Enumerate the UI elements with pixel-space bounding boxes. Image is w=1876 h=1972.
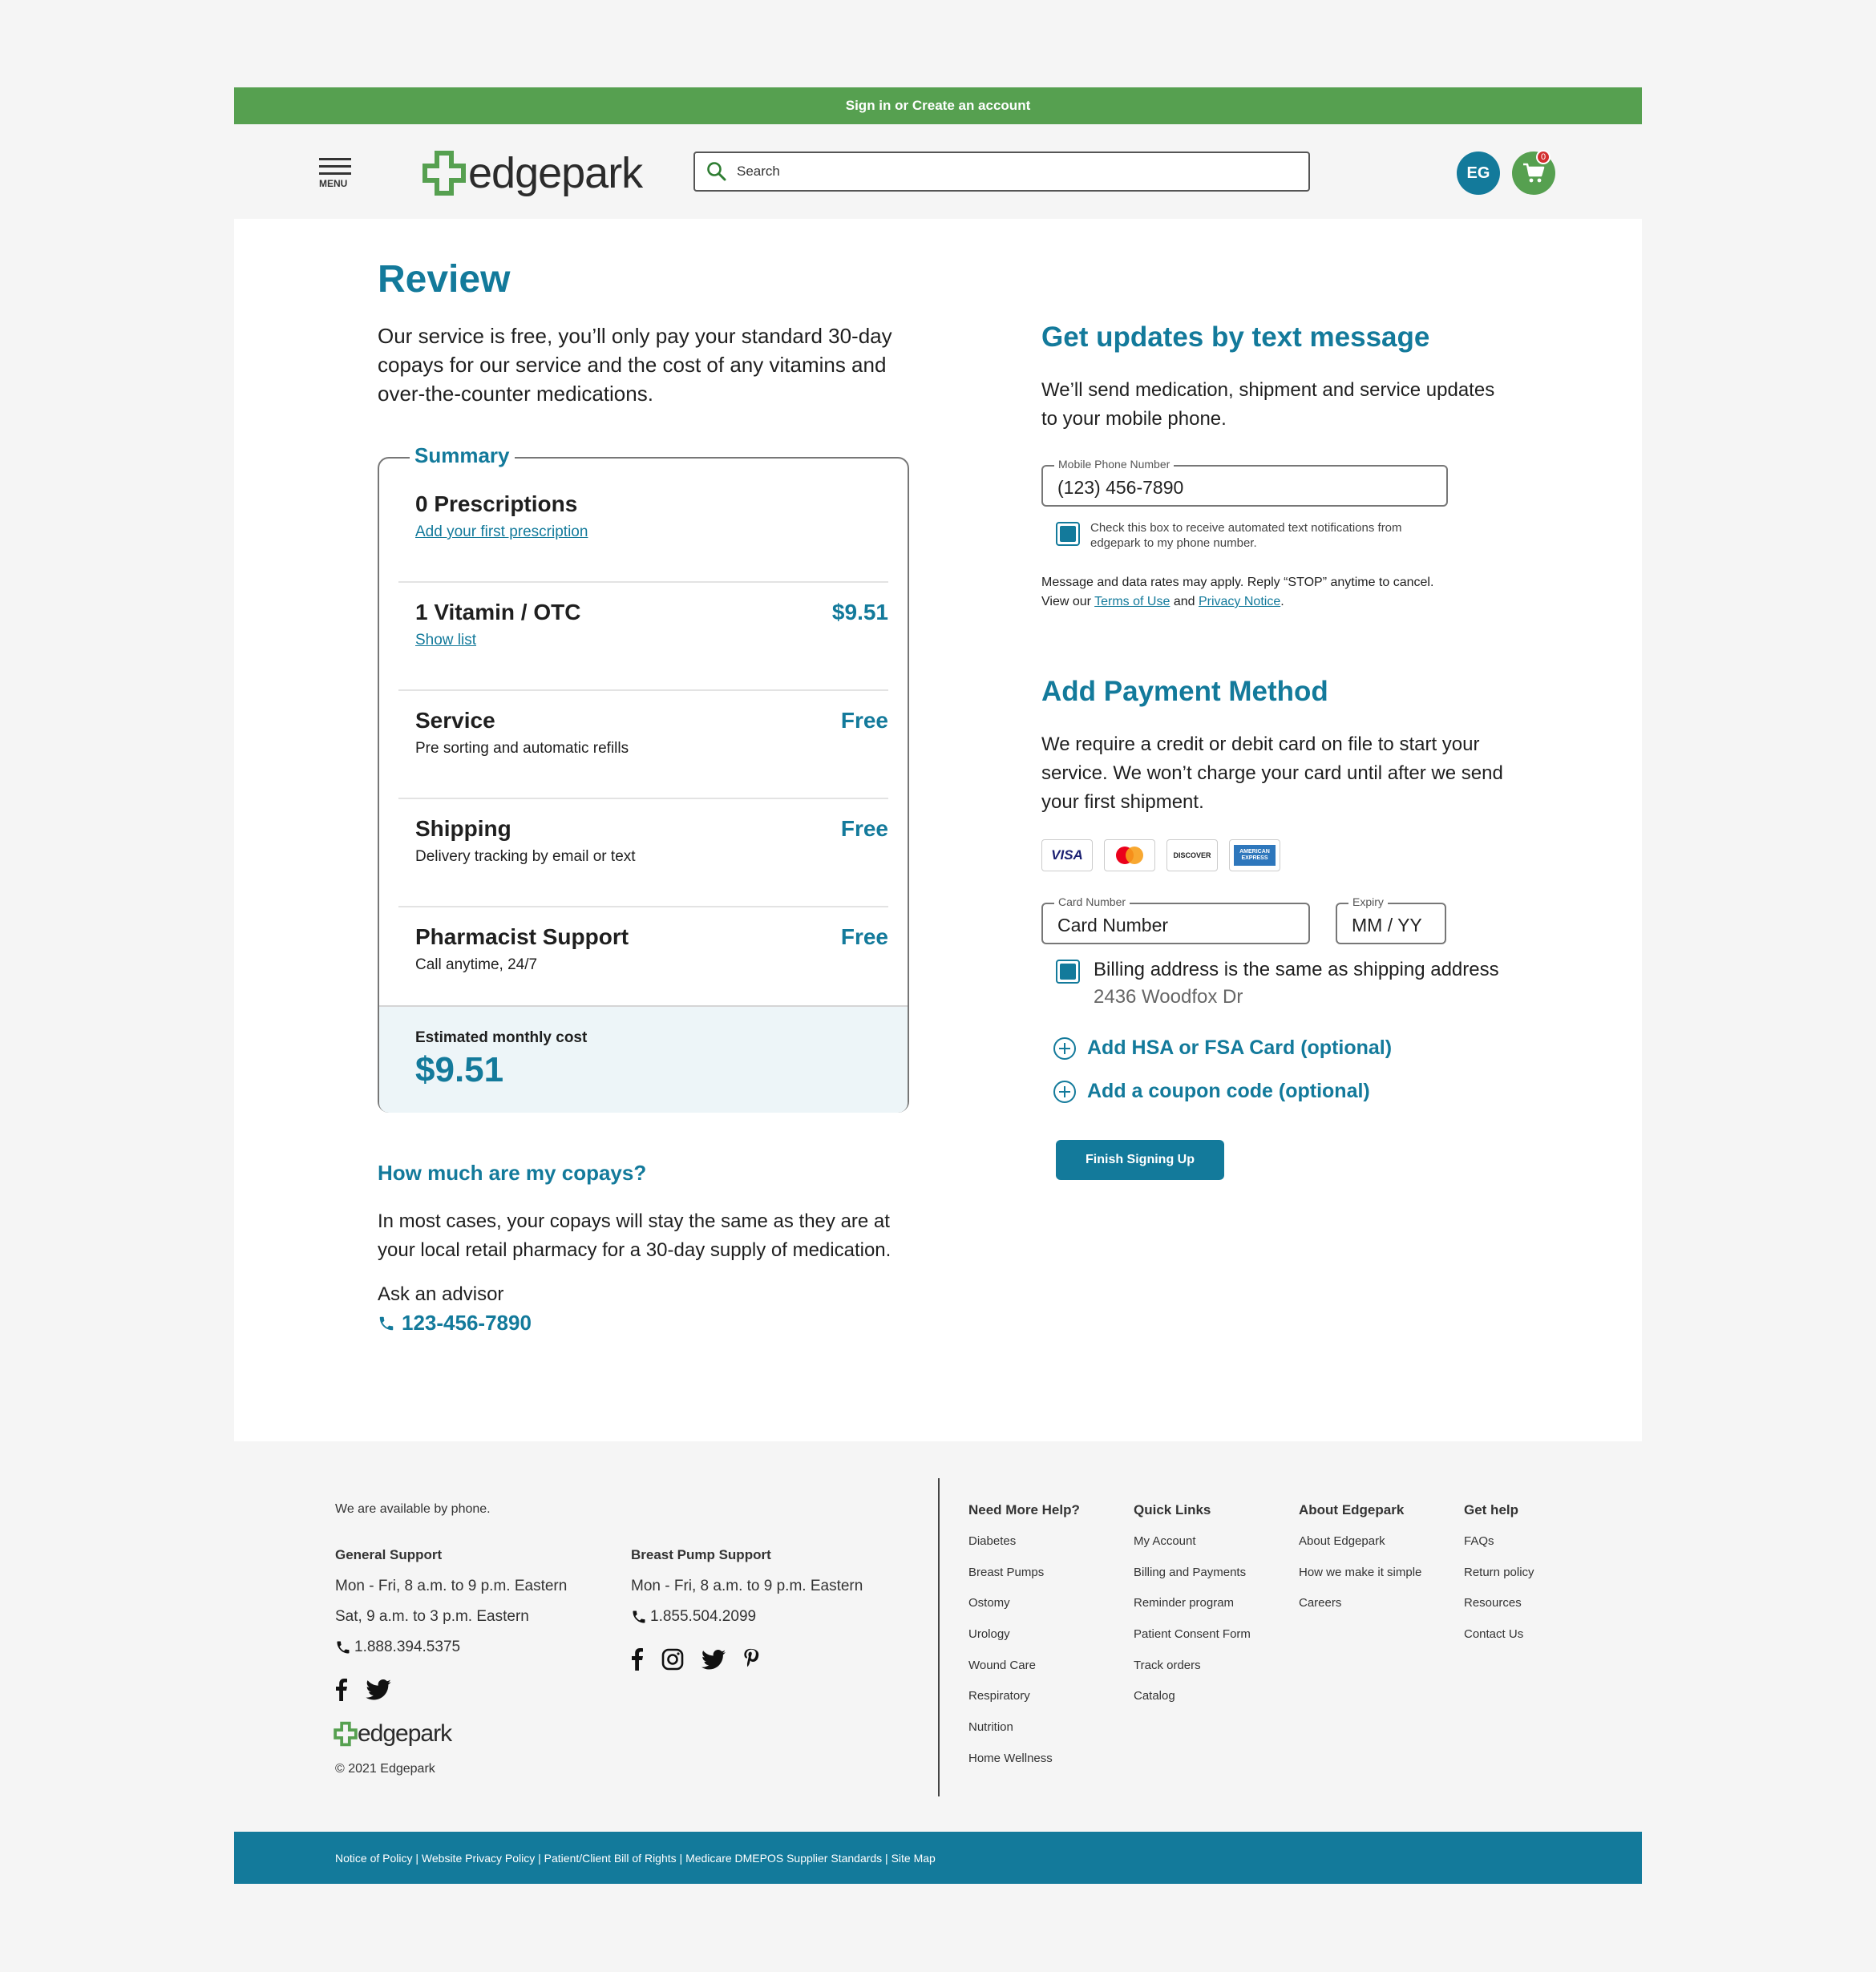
footer-link[interactable]: Wound Care <box>968 1658 1036 1672</box>
sms-fine-print <box>1041 573 1433 612</box>
summary-row-price: $9.51 <box>831 600 888 624</box>
footer-link[interactable]: Ostomy <box>968 1596 1010 1610</box>
footer-link[interactable]: FAQs <box>1464 1534 1494 1548</box>
footer-column-about <box>1299 1502 1421 1627</box>
sms-rates-text: Message and data rates may apply. Reply “STOP” anytime to cancel. <box>1041 576 1434 589</box>
mobile-phone-label: Mobile Phone Number <box>1054 458 1174 471</box>
separator: | <box>676 1851 686 1865</box>
legal-links-bar <box>234 1832 1642 1884</box>
terms-period: . <box>1280 595 1284 608</box>
advisor-label: Ask an advisor <box>378 1283 504 1305</box>
breast-pump-support-phone-number: 1.855.504.2099 <box>650 1608 757 1625</box>
copays-heading: How much are my copays? <box>378 1161 647 1185</box>
edgepark-logo[interactable] <box>422 148 642 198</box>
advisor-phone-link[interactable] <box>378 1311 532 1336</box>
twitter-icon[interactable] <box>366 1679 391 1700</box>
plus-circle-icon <box>1053 1037 1076 1060</box>
footer-link[interactable]: Return policy <box>1464 1565 1534 1579</box>
facebook-icon[interactable] <box>335 1679 348 1701</box>
search-input[interactable] <box>735 163 1284 180</box>
general-support-hours-weekday: Mon - Fri, 8 a.m. to 9 p.m. Eastern <box>335 1578 568 1594</box>
footer-divider <box>938 1478 940 1796</box>
card-brand-logos <box>1041 839 1280 871</box>
estimated-cost-panel <box>379 1005 908 1113</box>
pinterest-icon[interactable] <box>743 1648 759 1671</box>
breast-pump-support-phone[interactable] <box>631 1608 756 1626</box>
footer-link[interactable]: Contact Us <box>1464 1627 1524 1642</box>
footer-link[interactable]: Urology <box>968 1627 1010 1642</box>
add-coupon-label: Add a coupon code (optional) <box>1087 1080 1370 1102</box>
summary-card <box>378 443 909 1113</box>
discover-icon: DISCOVER <box>1166 839 1218 871</box>
card-number-input[interactable] <box>1056 914 1284 937</box>
general-support-title: General Support <box>335 1547 443 1562</box>
breast-pump-social-links <box>631 1648 759 1671</box>
footer-link[interactable]: Home Wellness <box>968 1751 1053 1765</box>
menu-label: MENU <box>319 178 348 189</box>
terms-prefix: View our <box>1041 595 1095 608</box>
amex-icon <box>1229 839 1280 871</box>
billing-same-label: Billing address is the same as shipping address <box>1094 959 1499 980</box>
summary-legend: Summary <box>410 443 515 468</box>
mobile-phone-field[interactable] <box>1041 458 1448 507</box>
text-updates-heading: Get updates by text message <box>1041 321 1430 353</box>
summary-row-sub: Call anytime, 24/7 <box>415 956 538 973</box>
footer-column-heading: Get help <box>1464 1502 1519 1517</box>
footer-link[interactable]: Billing and Payments <box>1134 1565 1247 1579</box>
hamburger-icon-bar <box>319 172 351 175</box>
summary-row-title: Pharmacist Support <box>415 924 629 949</box>
advisor-phone-number: 123-456-7890 <box>402 1311 532 1335</box>
dmepos-standards-link[interactable]: Medicare DMEPOS Supplier Standards <box>685 1851 883 1865</box>
copays-text: In most cases, your copays will stay the same as they are at your local retail pharmacy for a 30-day supply of medication. <box>378 1210 892 1261</box>
summary-row-title: Service <box>415 708 495 733</box>
summary-row-sub: Delivery tracking by email or text <box>415 848 636 865</box>
phone-icon <box>378 1315 395 1332</box>
footer-link[interactable]: How we make it simple <box>1299 1565 1422 1579</box>
summary-row-vitamins <box>398 600 888 691</box>
footer-link[interactable]: Breast Pumps <box>968 1565 1045 1579</box>
finish-signing-up-button[interactable]: Finish Signing Up <box>1056 1140 1224 1180</box>
instagram-icon[interactable] <box>661 1648 684 1671</box>
site-header <box>234 124 1642 219</box>
privacy-notice-link[interactable]: Privacy Notice <box>1198 595 1281 608</box>
estimated-cost-value: $9.51 <box>415 1050 504 1089</box>
add-coupon-link[interactable] <box>1053 1080 1370 1103</box>
summary-row-sub: Pre sorting and automatic refills <box>415 740 629 757</box>
cart-count-badge: 0 <box>1536 150 1551 164</box>
footer-column-help <box>968 1502 1080 1783</box>
search-box[interactable] <box>693 152 1310 192</box>
checkbox-checked-mark <box>1060 526 1076 542</box>
cross-logo-icon <box>334 1721 358 1747</box>
footer-link[interactable]: Resources <box>1464 1596 1522 1610</box>
hamburger-icon-bar <box>319 165 351 168</box>
amex-badge: AMERICAN EXPRESS <box>1234 845 1276 866</box>
general-support-phone[interactable] <box>335 1639 460 1656</box>
footer-link[interactable]: Reminder program <box>1134 1596 1235 1610</box>
card-number-field[interactable] <box>1041 895 1310 944</box>
page-title: Review <box>378 258 511 301</box>
sms-consent-checkbox[interactable] <box>1056 522 1080 546</box>
summary-row-title: 0 Prescriptions <box>415 491 578 516</box>
payment-description: We require a credit or debit card on file to start your service. We won’t charge your card until after we send your first shipment. <box>1041 733 1503 813</box>
notice-of-policy-link[interactable]: Notice of Policy <box>335 1851 413 1865</box>
mastercard-icon <box>1104 839 1155 871</box>
terms-of-use-link[interactable]: Terms of Use <box>1094 595 1170 608</box>
intro-text: Our service is free, you’ll only pay your standard 30-day copays for our service and the cost of any vitamins and over-the-counter medications. <box>378 324 892 406</box>
cross-logo-icon <box>422 150 467 196</box>
footer-link[interactable]: Patient Consent Form <box>1134 1627 1251 1642</box>
summary-row-pharmacist <box>398 924 888 1004</box>
cart-button[interactable] <box>1512 152 1555 195</box>
separator: | <box>412 1851 422 1865</box>
footer-link[interactable]: Nutrition <box>968 1720 1013 1735</box>
plus-circle-icon <box>1053 1081 1076 1103</box>
text-updates-description: We’ll send medication, shipment and service updates to your mobile phone. <box>1041 379 1495 430</box>
visa-icon: VISA <box>1041 839 1093 871</box>
summary-row-service <box>398 708 888 799</box>
separator: | <box>882 1851 892 1865</box>
separator: | <box>535 1851 544 1865</box>
expiry-field[interactable] <box>1336 895 1446 944</box>
hamburger-icon <box>319 158 351 160</box>
summary-row-shipping <box>398 816 888 907</box>
checkbox-checked-mark <box>1060 964 1076 980</box>
general-support-phone-number: 1.888.394.5375 <box>354 1639 461 1655</box>
user-avatar[interactable]: EG <box>1457 152 1500 195</box>
mobile-phone-input[interactable] <box>1056 476 1402 499</box>
add-hsa-label: Add HSA or FSA Card (optional) <box>1087 1037 1393 1059</box>
footer-link[interactable]: Diabetes <box>968 1534 1017 1548</box>
footer-availability: We are available by phone. <box>335 1502 491 1516</box>
footer-link[interactable]: Catalog <box>1134 1689 1175 1703</box>
facebook-icon[interactable] <box>631 1648 644 1671</box>
expiry-label: Expiry <box>1348 895 1388 908</box>
main-content <box>234 219 1642 1441</box>
footer-link[interactable]: About Edgepark <box>1299 1534 1385 1548</box>
billing-address: 2436 Woodfox Dr <box>1094 986 1243 1008</box>
footer-link[interactable]: My Account <box>1134 1534 1196 1548</box>
footer-column-heading: Need More Help? <box>968 1502 1080 1517</box>
summary-row-title: Shipping <box>415 816 511 841</box>
footer-column-heading: Quick Links <box>1134 1502 1211 1517</box>
summary-row-title: 1 Vitamin / OTC <box>415 600 581 624</box>
footer-column-heading: About Edgepark <box>1299 1502 1405 1517</box>
show-list-link[interactable]: Show list <box>415 632 477 649</box>
site-footer <box>234 1441 1642 1832</box>
logo-wordmark: edgepark <box>468 149 643 197</box>
expiry-input[interactable] <box>1350 914 1445 937</box>
site-map-link[interactable]: Site Map <box>891 1851 936 1865</box>
terms-and: and <box>1170 595 1199 608</box>
summary-row-price: Free <box>840 816 888 841</box>
menu-button[interactable] <box>319 158 354 189</box>
footer-logo[interactable] <box>334 1720 451 1748</box>
footer-link[interactable]: Track orders <box>1134 1658 1201 1672</box>
footer-column-quick-links <box>1134 1502 1251 1720</box>
estimated-cost-label: Estimated monthly cost <box>415 1029 588 1046</box>
payment-heading: Add Payment Method <box>1041 676 1328 707</box>
general-social-links <box>335 1679 391 1701</box>
cart-icon <box>1522 162 1546 184</box>
footer-logo-wordmark: edgepark <box>358 1720 452 1747</box>
legal-links <box>335 1852 936 1865</box>
search-icon <box>706 161 727 182</box>
footer-link[interactable]: Respiratory <box>968 1689 1030 1703</box>
signin-link[interactable]: Sign in or Create an account <box>845 98 1031 113</box>
summary-row-price: Free <box>840 924 888 949</box>
summary-row-prescriptions <box>398 491 888 583</box>
billing-same-checkbox[interactable] <box>1056 960 1080 984</box>
sms-terms-line <box>1041 592 1433 612</box>
footer-copyright: © 2021 Edgepark <box>335 1762 435 1776</box>
footer-column-get-help <box>1464 1502 1534 1659</box>
bill-of-rights-link[interactable]: Patient/Client Bill of Rights <box>544 1851 677 1865</box>
summary-row-price: Free <box>840 708 888 733</box>
website-privacy-policy-link[interactable]: Website Privacy Policy <box>421 1851 536 1865</box>
phone-icon <box>631 1609 647 1625</box>
breast-pump-support-title: Breast Pump Support <box>631 1547 771 1562</box>
general-support-hours-saturday: Sat, 9 a.m. to 3 p.m. Eastern <box>335 1608 529 1625</box>
breast-pump-support-hours: Mon - Fri, 8 a.m. to 9 p.m. Eastern <box>631 1578 863 1594</box>
twitter-icon[interactable] <box>701 1650 726 1670</box>
add-prescription-link[interactable]: Add your first prescription <box>415 523 588 540</box>
footer-link[interactable]: Careers <box>1299 1596 1342 1610</box>
sms-consent-text: Check this box to receive automated text notifications from edgepark to my phone number. <box>1090 521 1402 550</box>
card-number-label: Card Number <box>1054 895 1130 908</box>
phone-icon <box>335 1639 351 1655</box>
add-hsa-card-link[interactable] <box>1053 1037 1392 1060</box>
signin-bar[interactable] <box>234 87 1642 124</box>
